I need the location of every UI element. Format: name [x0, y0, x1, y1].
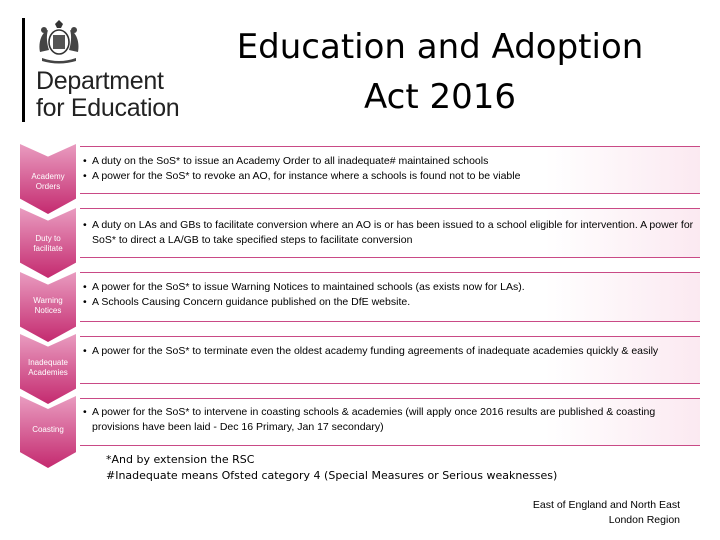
chevron-label-duty-to-facilitate: Duty to facilitate	[33, 234, 63, 253]
title-line1: Education and Adoption	[236, 27, 644, 67]
bullet-warning-notices-1: • A power for the SoS* to issue Warning Notices to maintained schools (as exists now for LAs).	[80, 280, 700, 295]
footer-line1: East of England and North East	[532, 499, 680, 511]
bullet-academy-orders-1: • A duty on the SoS* to issue an Academy Order to all inadequate# maintained schools	[80, 154, 700, 169]
row-box-duty-to-facilitate	[80, 208, 700, 258]
logo-bar	[22, 18, 25, 122]
row-box-inadequate-academies	[80, 336, 700, 384]
footnote-inadequate: #Inadequate means Ofsted category 4 (Special Measures or Serious weaknesses)	[106, 469, 558, 482]
dfe-logo	[22, 18, 212, 128]
footnote-rsc: *And by extension the RSC	[106, 453, 255, 466]
chevron-label-inadequate-academies: Inadequate Academies	[27, 358, 69, 377]
bullet-inadequate-academies-1: • A power for the SoS* to terminate even the oldest academy funding agreements of inadequate academies quickly & easily	[80, 344, 700, 359]
title-line2: Act 2016	[363, 77, 517, 117]
page-title	[220, 22, 660, 122]
chevron-label-coasting: Coasting	[32, 425, 64, 434]
bullet-coasting-1: • A power for the SoS* to intervene in coasting schools & academies (will apply once 2016 results are published & coasting provisions have been laid - Dec 16 Primary, Jan 17 secondary)	[80, 405, 700, 435]
bullet-warning-notices-2: • A Schools Causing Concern guidance published on the DfE website.	[80, 295, 700, 310]
region-footer	[533, 498, 680, 528]
logo-text-line1: Department	[36, 67, 164, 95]
royal-crest-icon	[34, 18, 84, 64]
row-box-coasting	[80, 398, 700, 446]
chevron-label-warning-notices: Warning Notices	[33, 296, 63, 315]
bullet-academy-orders-2: • A power for the SoS* to revoke an AO, for instance where a schools is found not to be viable	[80, 169, 700, 184]
footer-line2: London Region	[608, 514, 680, 526]
bullet-duty-to-facilitate-1: • A duty on LAs and GBs to facilitate conversion where an AO is or has been issued to a school eligible for intervention. A power for SoS* to direct a LA/GB to take specified steps to facilitate conversion	[80, 218, 700, 248]
row-box-warning-notices	[80, 272, 700, 322]
logo-text-line2: for Education	[36, 94, 180, 122]
footnotes	[106, 452, 557, 484]
row-box-academy-orders	[80, 146, 700, 194]
chevron-label-academy-orders: Academy Orders	[31, 172, 65, 191]
